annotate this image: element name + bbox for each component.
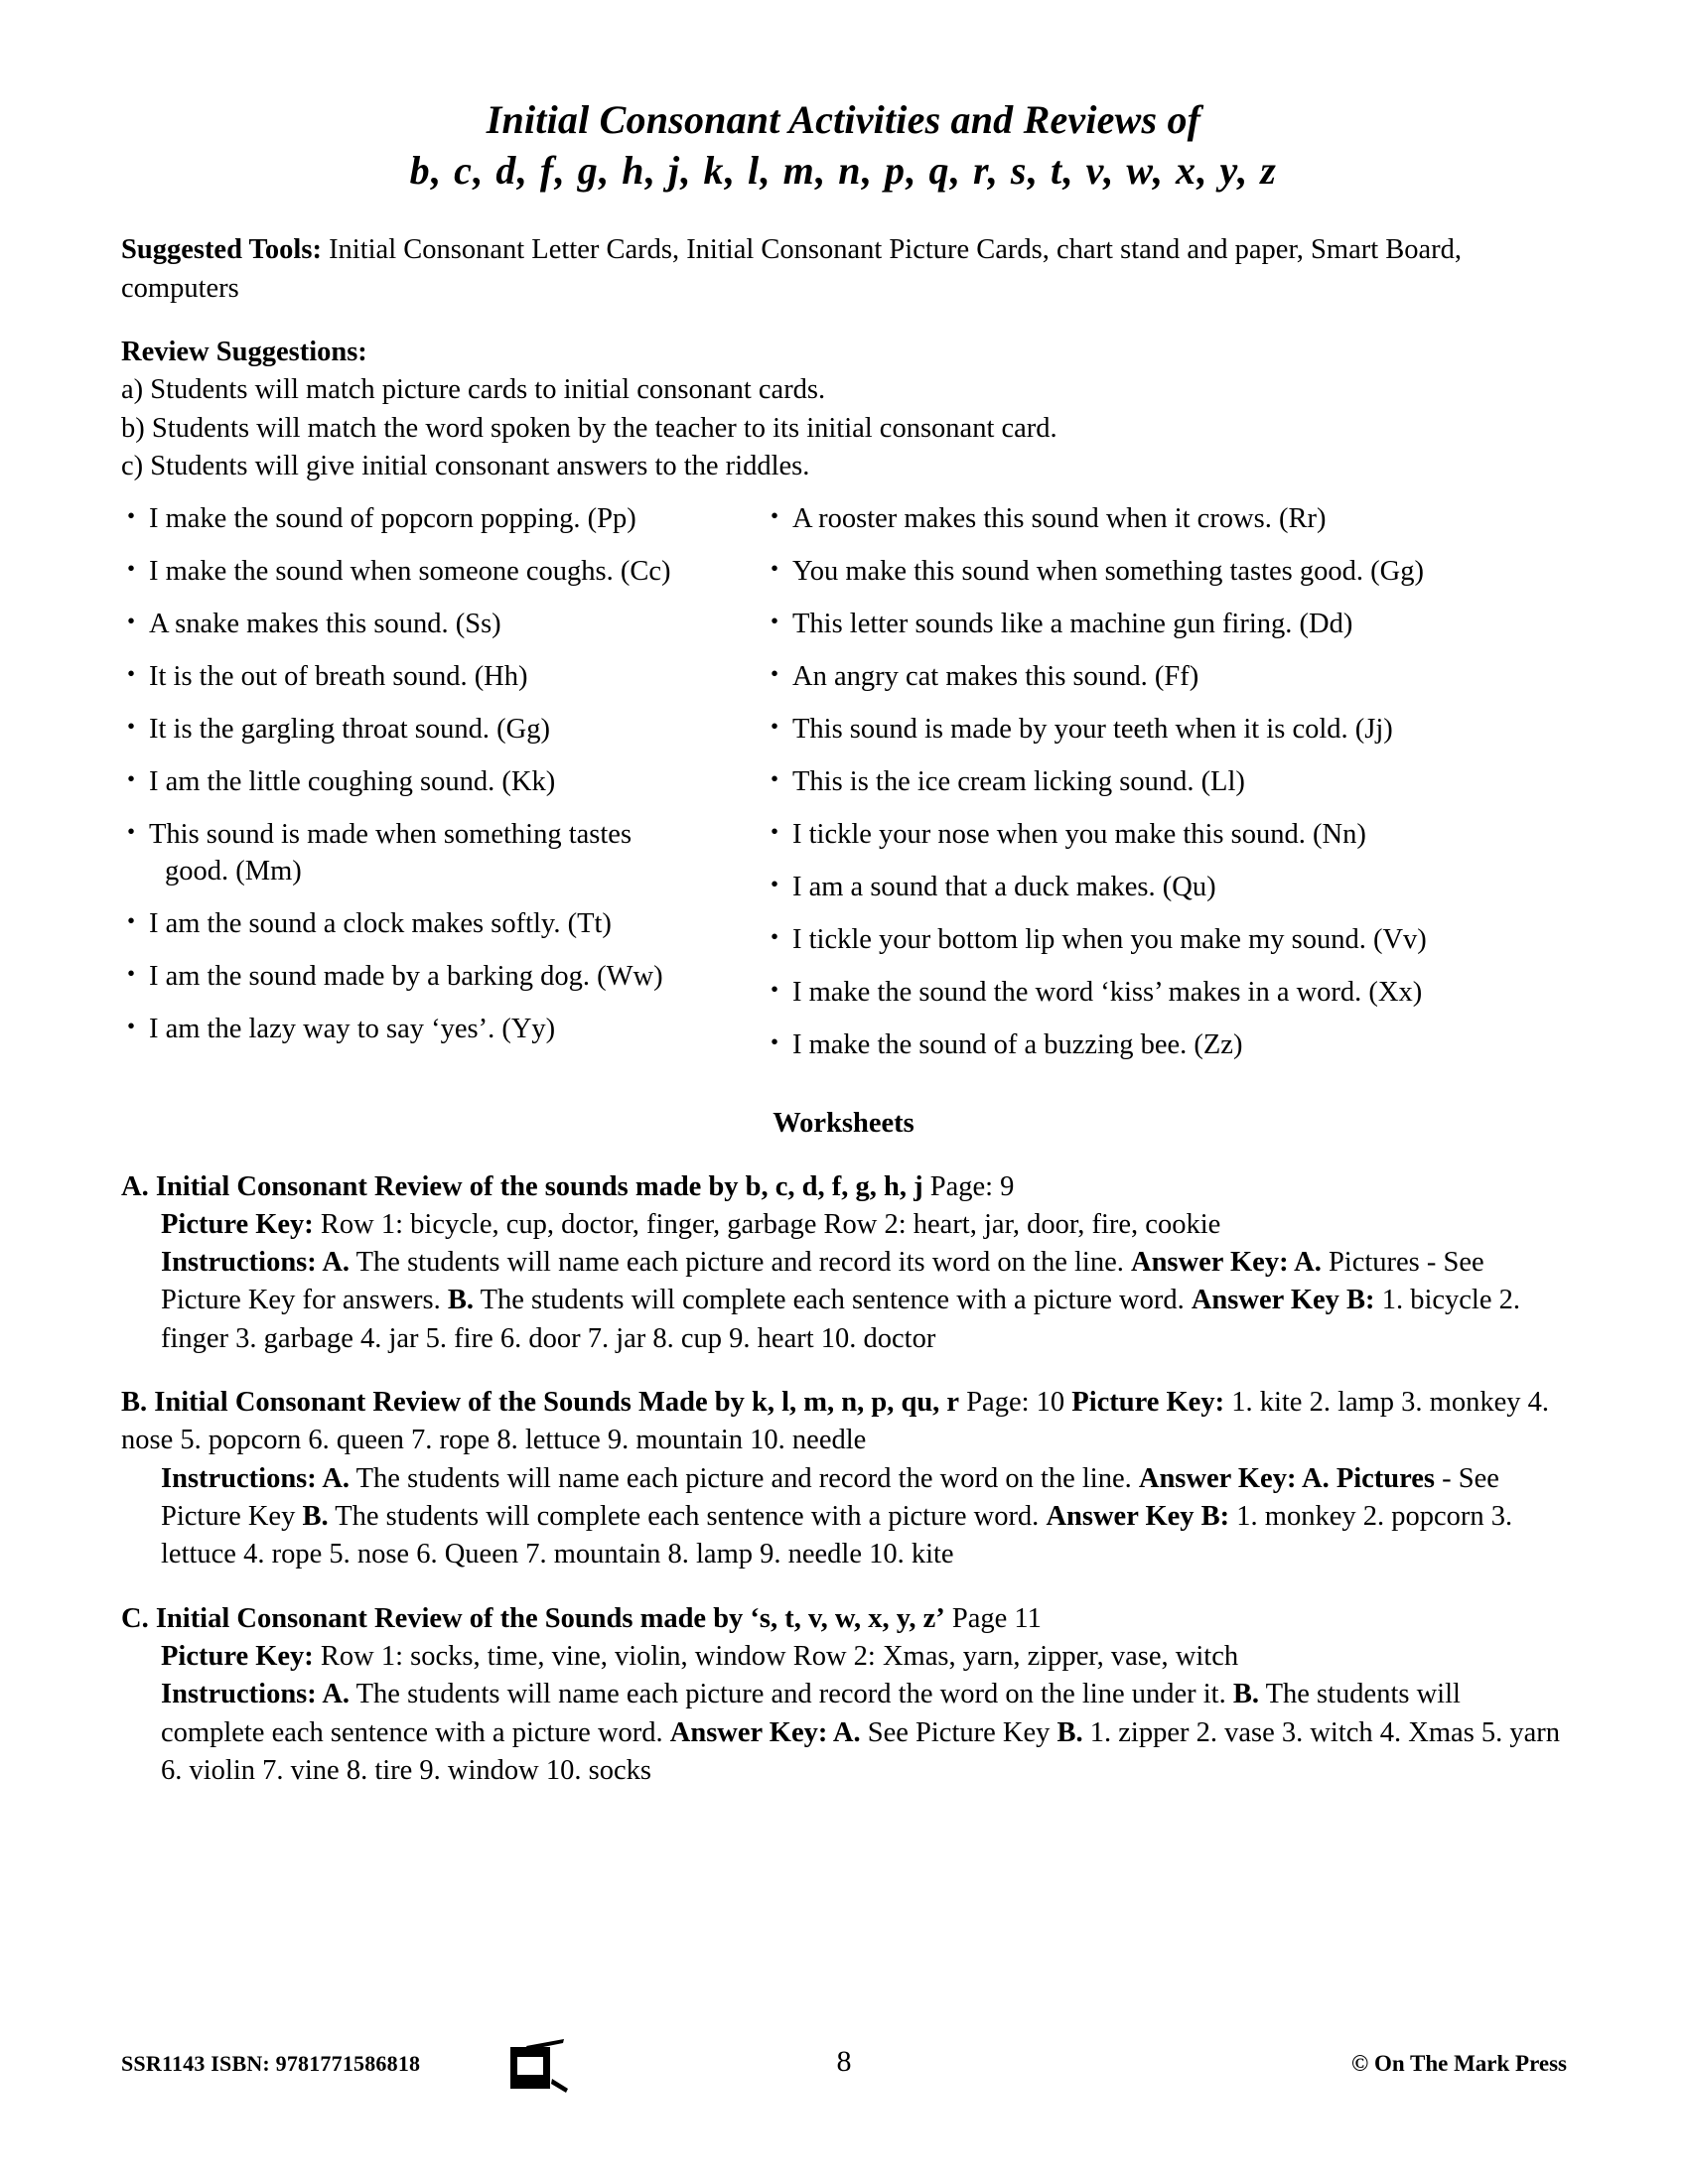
riddle-item	[765, 764, 1559, 800]
worksheet-run-text: See Picture Key	[860, 1716, 1057, 1748]
worksheet-section-a	[121, 1168, 1566, 1359]
riddle-text: A rooster makes this sound when it crows. (Rr)	[792, 503, 1327, 535]
worksheet-section-page: Page 11	[944, 1602, 1042, 1634]
riddle-item	[121, 501, 765, 537]
worksheet-run-text: The students will complete each sentence with a picture word.	[474, 1285, 1192, 1316]
riddle-text: It is the gargling throat sound. (Gg)	[149, 714, 550, 746]
footer-isbn: SSR1143 ISBN: 9781771586818	[121, 2051, 421, 2076]
worksheet-run-bold: Instructions: A.	[161, 1679, 351, 1710]
worksheet-section-page: Page: 9	[922, 1170, 1015, 1202]
worksheet-run-text: Row 1: socks, time, vine, violin, window Row 2: Xmas, yarn, zipper, vase, witch	[313, 1641, 1239, 1673]
riddle-item	[765, 1027, 1559, 1063]
worksheet-section-b	[121, 1384, 1566, 1574]
riddle-item	[765, 554, 1559, 590]
worksheet-run-bold: Answer Key: A.	[669, 1716, 861, 1748]
worksheet-paragraph	[161, 1676, 1566, 1790]
worksheet-section-heading	[121, 1600, 1566, 1638]
bullet-icon: •	[771, 609, 779, 634]
worksheet-section-heading	[121, 1168, 1566, 1206]
riddle-item	[121, 764, 765, 800]
riddle-item	[121, 712, 765, 748]
bullet-icon: •	[127, 609, 136, 634]
riddle-text: You make this sound when something tastes good. (Gg)	[792, 556, 1424, 588]
worksheet-run-text: The students will name each picture and record the word on the line under it.	[350, 1679, 1233, 1710]
riddle-column-right	[765, 501, 1559, 1080]
worksheet-sections	[121, 1168, 1566, 1791]
worksheet-run-bold: Instructions: A.	[161, 1462, 351, 1494]
book-scanner-icon	[506, 2037, 578, 2095]
riddle-text: I make the sound of a buzzing bee. (Zz)	[792, 1029, 1243, 1061]
worksheet-run-bold: B.	[1056, 1716, 1083, 1748]
bullet-icon: •	[771, 714, 779, 740]
bullet-icon: •	[771, 977, 779, 1003]
riddle-item	[121, 906, 765, 942]
riddle-item	[121, 817, 765, 889]
riddle-text: I make the sound the word ‘kiss’ makes in a word. (Xx)	[792, 977, 1423, 1009]
bullet-icon: •	[127, 960, 136, 986]
riddle-item	[121, 659, 765, 695]
riddle-text: I make the sound of popcorn popping. (Pp)	[149, 503, 636, 535]
riddle-item	[765, 607, 1559, 642]
worksheet-section-title: A. Initial Consonant Review of the sounds made by b, c, d, f, g, h, j	[121, 1170, 923, 1202]
bullet-icon: •	[127, 503, 136, 529]
riddle-text: An angry cat makes this sound. (Ff)	[792, 661, 1199, 693]
worksheet-paragraph	[161, 1244, 1566, 1358]
worksheet-section-c	[121, 1600, 1566, 1791]
worksheets-heading: Worksheets	[773, 1108, 914, 1139]
riddle-text: I am a sound that a duck makes. (Qu)	[792, 872, 1216, 903]
worksheet-paragraph	[161, 1460, 1566, 1574]
worksheet-paragraph	[161, 1206, 1566, 1244]
riddle-text: This sound is made by your teeth when it is cold. (Jj)	[792, 714, 1393, 746]
riddle-text: This letter sounds like a machine gun firing. (Dd)	[792, 609, 1353, 640]
page-title-line-2: b, c, d, f, g, h, j, k, l, m, n, p, q, r, s, t, v, w, x, y, z	[409, 148, 1278, 194]
worksheet-picture-key-label: Picture Key:	[1071, 1387, 1225, 1419]
bullet-icon: •	[771, 924, 779, 950]
page-number: 8	[836, 2045, 852, 2078]
worksheet-picture-key-values: 1. kite 2. lamp 3. monkey 4. nose 5. popcorn 6. queen 7. rope 8. lettuce 9. mountain 10. needle	[121, 1387, 1549, 1456]
riddle-text: I tickle your bottom lip when you make my sound. (Vv)	[792, 924, 1427, 956]
worksheet-run-bold: Picture Key:	[161, 1641, 314, 1673]
review-suggestion-b: b) Students will match the word spoken by the teacher to its initial consonant card.	[121, 412, 1057, 444]
suggested-tools-label: Suggested Tools:	[121, 234, 322, 266]
bullet-icon: •	[771, 766, 779, 792]
riddle-item	[121, 607, 765, 642]
worksheet-section-body	[121, 1638, 1566, 1790]
riddle-item	[765, 501, 1559, 537]
riddle-item	[765, 817, 1559, 853]
riddle-text: A snake makes this sound. (Ss)	[149, 609, 501, 640]
bullet-icon: •	[127, 714, 136, 740]
riddle-text: I make the sound when someone coughs. (Cc)	[149, 556, 671, 588]
riddle-item	[765, 975, 1559, 1011]
riddle-text: I am the little coughing sound. (Kk)	[149, 766, 556, 798]
worksheet-run-text: Pictures - See Picture Key for answers.	[161, 1247, 1484, 1316]
worksheet-run-text: The students will complete each sentence with a picture word.	[161, 1679, 1461, 1748]
bullet-icon: •	[771, 819, 779, 845]
worksheet-section-heading	[121, 1384, 1566, 1460]
worksheet-run-bold: Answer Key: A.	[1130, 1247, 1322, 1279]
riddle-text-continued: good. (Mm)	[165, 855, 302, 887]
worksheet-run-text: 1. zipper 2. vase 3. witch 4. Xmas 5. yarn 6. violin 7. vine 8. tire 9. window 10. socks	[161, 1716, 1561, 1787]
review-suggestion-c: c) Students will give initial consonant answers to the riddles.	[121, 451, 810, 482]
riddle-item	[765, 659, 1559, 695]
riddle-text: This is the ice cream licking sound. (Ll)	[792, 766, 1245, 798]
worksheet-section-title: B. Initial Consonant Review of the Sounds Made by k, l, m, n, p, qu, r	[121, 1387, 960, 1419]
riddle-text: This sound is made when something tastes	[149, 819, 633, 851]
riddle-list	[121, 501, 1566, 1080]
worksheet-run-bold: Answer Key B:	[1191, 1285, 1375, 1316]
worksheet-run-text: 1. monkey 2. popcorn 3. lettuce 4. rope 5. nose 6. Queen 7. mountain 8. lamp 9. needle 10. kite	[161, 1501, 1513, 1570]
worksheet-section-title: C. Initial Consonant Review of the Sounds made by ‘s, t, v, w, x, y, z’	[121, 1602, 945, 1634]
bullet-icon: •	[771, 503, 779, 529]
worksheet-section-page: Page: 10	[959, 1387, 1072, 1419]
worksheet-run-bold: Picture Key:	[161, 1208, 314, 1240]
worksheet-run-bold: B.	[1232, 1679, 1259, 1710]
riddle-item	[765, 922, 1559, 958]
worksheet-run-text: The students will name each picture and record its word on the line.	[350, 1247, 1131, 1279]
worksheet-run-bold: B.	[447, 1285, 475, 1316]
worksheet-run-text: - See Picture Key	[161, 1462, 1499, 1533]
worksheet-section-body	[121, 1460, 1566, 1574]
suggested-tools-text: Initial Consonant Letter Cards, Initial Consonant Picture Cards, chart stand and paper, Smart Board, computers	[121, 234, 1463, 304]
worksheet-paragraph	[161, 1638, 1566, 1676]
riddle-text: I am the lazy way to say ‘yes’. (Yy)	[149, 1013, 556, 1044]
page-content	[121, 94, 1566, 1790]
review-suggestion-a: a) Students will match picture cards to initial consonant cards.	[121, 374, 826, 406]
worksheet-run-text: The students will name each picture and record the word on the line.	[350, 1462, 1139, 1494]
riddle-item	[121, 959, 765, 995]
bullet-icon: •	[127, 556, 136, 582]
bullet-icon: •	[127, 661, 136, 687]
worksheet-run-text: 1. bicycle 2. finger 3. garbage 4. jar 5. fire 6. door 7. jar 8. cup 9. heart 10. doctor	[161, 1285, 1520, 1354]
worksheet-run-bold: Answer Key B:	[1046, 1501, 1230, 1533]
bullet-icon: •	[127, 907, 136, 933]
worksheet-run-bold: B.	[302, 1501, 329, 1533]
worksheet-run-bold: Answer Key: A. Pictures	[1138, 1462, 1436, 1494]
bullet-icon: •	[127, 819, 136, 845]
riddle-item	[121, 1012, 765, 1047]
worksheet-run-text: The students will complete each sentence with a picture word.	[328, 1501, 1047, 1533]
bullet-icon: •	[127, 766, 136, 792]
worksheet-run-text: Row 1: bicycle, cup, doctor, finger, garbage Row 2: heart, jar, door, fire, cookie	[313, 1208, 1221, 1240]
worksheet-section-body	[121, 1206, 1566, 1358]
page-title-line-1: Initial Consonant Activities and Reviews of	[486, 97, 1201, 142]
footer-copyright: © On The Mark Press	[1351, 2051, 1567, 2076]
bullet-icon: •	[771, 1029, 779, 1055]
riddle-text: I tickle your nose when you make this sound. (Nn)	[792, 819, 1366, 851]
worksheet-run-bold: Instructions: A.	[161, 1247, 351, 1279]
riddle-text: I am the sound made by a barking dog. (Ww)	[149, 960, 663, 992]
riddle-item	[765, 870, 1559, 905]
bullet-icon: •	[127, 1013, 136, 1038]
riddle-text: It is the out of breath sound. (Hh)	[149, 661, 528, 693]
riddle-text: I am the sound a clock makes softly. (Tt)	[149, 907, 612, 939]
suggested-tools-paragraph	[121, 231, 1566, 308]
riddle-item	[121, 554, 765, 590]
bullet-icon: •	[771, 556, 779, 582]
riddle-column-left	[121, 501, 765, 1080]
bullet-icon: •	[771, 872, 779, 897]
riddle-item	[765, 712, 1559, 748]
page-title	[121, 94, 1566, 196]
bullet-icon: •	[771, 661, 779, 687]
page-footer	[121, 2037, 1567, 2097]
review-suggestions-label: Review Suggestions:	[121, 337, 367, 368]
